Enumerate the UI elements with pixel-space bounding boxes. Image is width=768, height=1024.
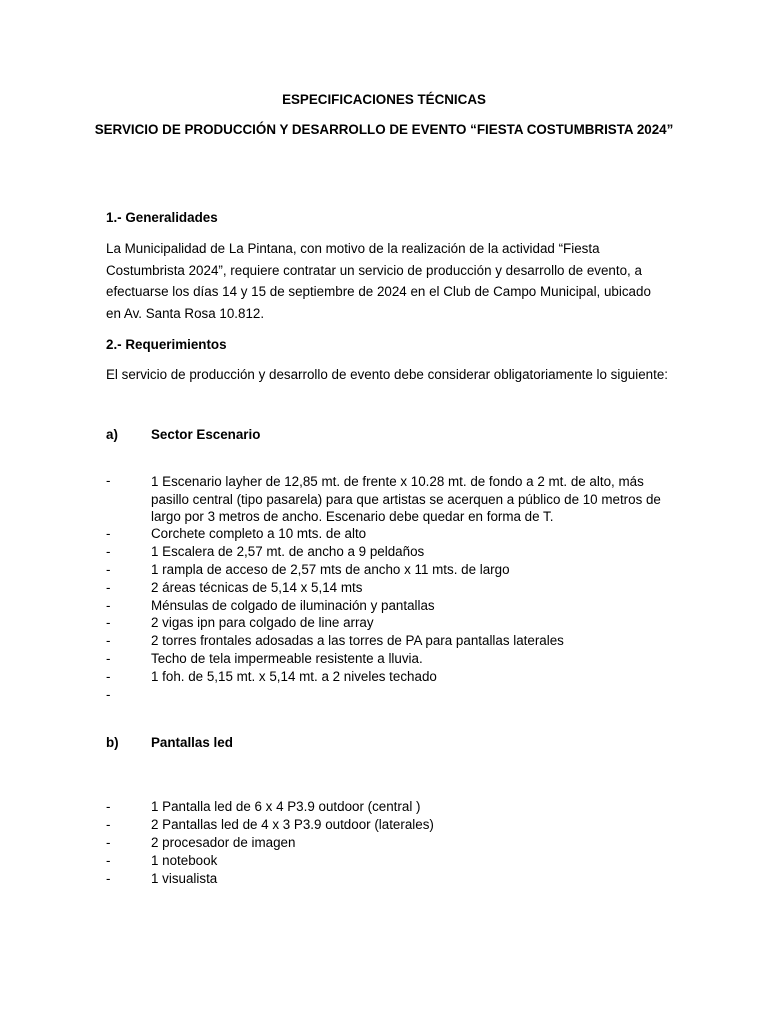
list-bullet: - [106,598,111,613]
list-bullet: - [106,633,111,648]
section-1-body: La Municipalidad de La Pintana, con motivo de la realización de la actividad “Fiesta Costumbrista 2024”, requiere contratar un servicio de producción y desarrollo de evento, a efectuarse los días 14 y 15 de septiembre de 2024 en el Club de Campo Municipal, ubicado en Av. Santa Rosa 10.812. [106,241,651,321]
section-2-heading: 2.- Requerimientos [106,337,227,352]
list-item: Ménsulas de colgado de iluminación y pantallas [151,598,435,613]
list-bullet: - [106,526,111,541]
list-item: 1 notebook [151,853,218,868]
list-item: 2 procesador de imagen [151,835,296,850]
subsection-a-title: Sector Escenario [151,427,261,442]
document-subtitle: SERVICIO DE PRODUCCIÓN Y DESARROLLO DE EVENTO “FIESTA COSTUMBRISTA 2024” [94,122,674,137]
list-item: Techo de tela impermeable resistente a lluvia. [151,651,423,666]
list-bullet: - [106,473,111,488]
list-item: 2 Pantallas led de 4 x 3 P3.9 outdoor (laterales) [151,817,434,832]
list-item: 1 Escalera de 2,57 mt. de ancho a 9 peldaños [151,544,425,559]
list-item: 1 foh. de 5,15 mt. x 5,14 mt. a 2 niveles techado [151,669,437,684]
list-bullet: - [106,853,111,868]
list-bullet: - [106,580,111,595]
subsection-b-letter: b) [106,735,119,750]
list-bullet: - [106,615,111,630]
document-title: ESPECIFICACIONES TÉCNICAS [282,92,486,107]
list-bullet: - [106,669,111,684]
list-bullet: - [106,799,111,814]
list-item: 1 Escenario layher de 12,85 mt. de frente x 10.28 mt. de fondo a 2 mt. de alto, más pasillo central (tipo pasarela) para que artistas se acerquen a público de 10 metros de largo por 3 metros de ancho. Escenario debe quedar en forma de T. [151,474,661,525]
list-item: 2 vigas ipn para colgado de line array [151,615,374,630]
list-bullet: - [106,651,111,666]
list-item: Corchete completo a 10 mts. de alto [151,526,367,541]
list-bullet: - [106,835,111,850]
list-bullet: - [106,544,111,559]
subsection-a-letter: a) [106,427,118,442]
list-item: 1 rampla de acceso de 2,57 mts de ancho x 11 mts. de largo [151,562,510,577]
list-item: 2 áreas técnicas de 5,14 x 5,14 mts [151,580,363,595]
section-2-body: El servicio de producción y desarrollo de evento debe considerar obligatoriamente lo siguiente: [106,367,668,382]
list-item: 1 Pantalla led de 6 x 4 P3.9 outdoor (central ) [151,799,421,814]
subsection-b-title: Pantallas led [151,735,233,750]
section-1-heading: 1.- Generalidades [106,210,218,225]
list-bullet: - [106,687,111,702]
list-bullet: - [106,871,111,886]
list-bullet: - [106,562,111,577]
list-bullet: - [106,817,111,832]
list-item: 2 torres frontales adosadas a las torres de PA para pantallas laterales [151,633,564,648]
list-item: 1 visualista [151,871,218,886]
